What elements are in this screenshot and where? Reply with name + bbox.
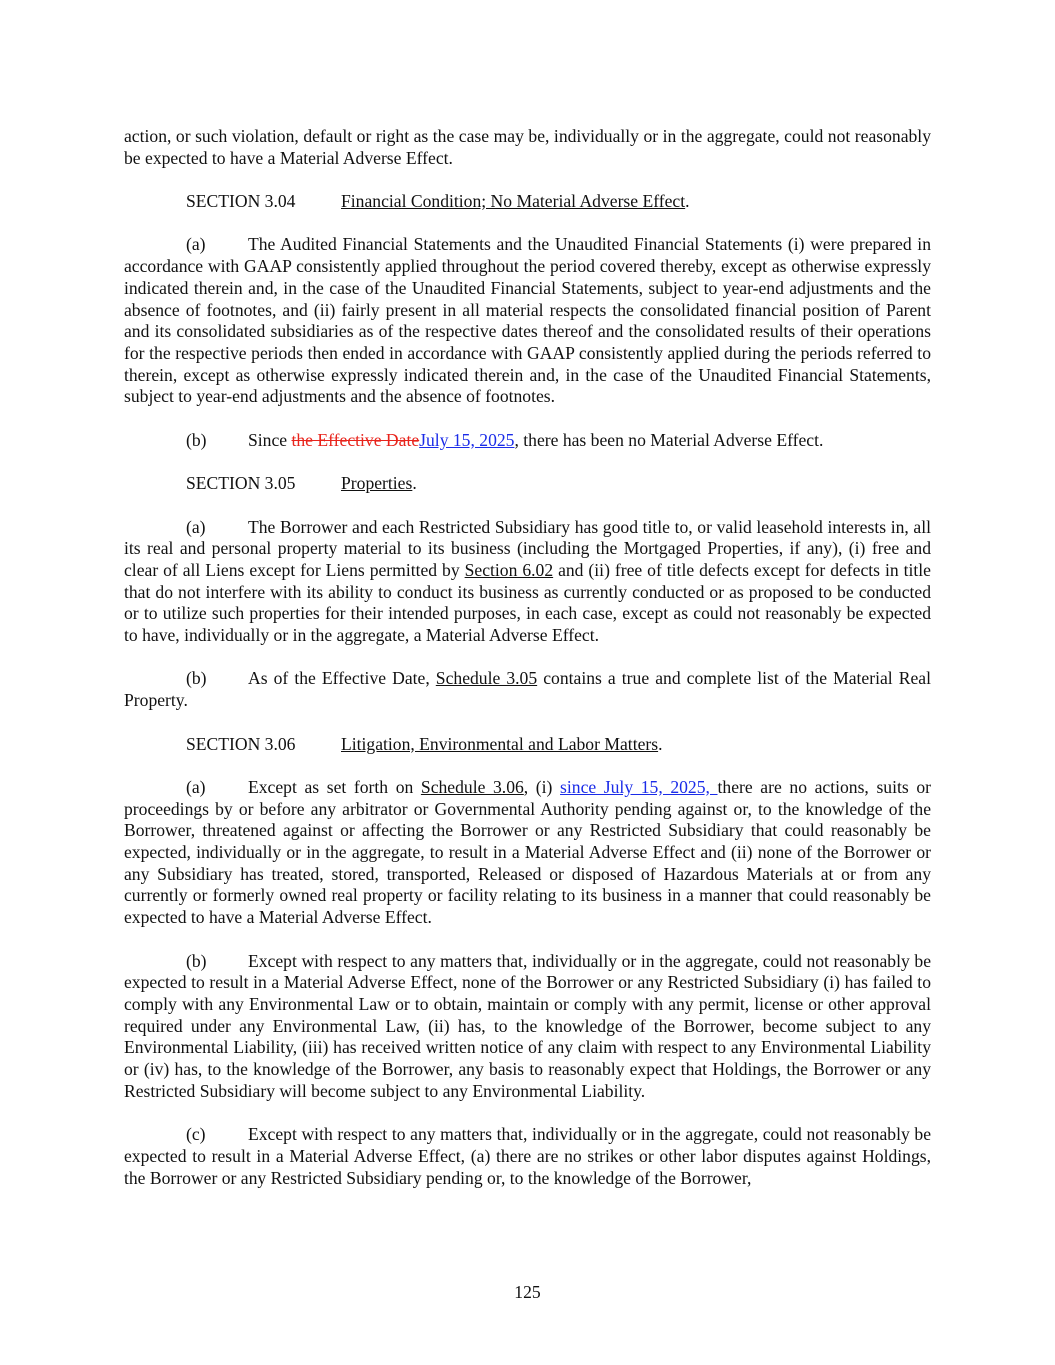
- clause-label: (a): [186, 776, 206, 797]
- clause-text: Since: [248, 429, 292, 450]
- clause-label: (a): [186, 234, 206, 255]
- section-3-06-c: [124, 1124, 931, 1189]
- clause-text: Except with respect to any matters that, individually or in the aggregate, could not reasonably be expected to result in a Material Adverse Effect, none of the Borrower or any Restricted Subsidiary (i) has failed to comply with any Environmental Law or to obtain, maintain or comply with any permit, license or other approval required under any Environmental Law, (ii) has, to the knowledge of the Borrower, become subject to any Environmental Liability, (iii) has received written notice of any claim with respect to any Environmental Liability or (iv) has, to the knowledge of the Borrower, any basis to reasonably expect that Holdings, the Borrower or any Restricted Subsidiary will become subject to any Environmental Liability.: [124, 950, 931, 1101]
- section-3-04-heading: SECTION 3.04 Financial Condition; No Material Adverse Effect.: [186, 191, 690, 212]
- document-page: [124, 126, 931, 1189]
- cross-reference: Section 6.02: [464, 559, 554, 580]
- clause-text: Except with respect to any matters that, individually or in the aggregate, could not reasonably be expected to result in a Material Adverse Effect, (a) there are no strikes or other labor disputes against Holdings, the Borrower or any Restricted Subsidiary pending or, to the knowledge of the Borrower,: [124, 1124, 931, 1188]
- clause-text-end: there are no actions, suits or proceedings by or before any arbitrator or Governmental Authority pending against or, to the knowledge of the Borrower, threatened against or affecting the Borrower or any Restricted Subsidiary that could reasonably be expected, individually or in the aggregate, to result in a Material Adverse Effect and (ii) none of the Borrower or any Subsidiary has treated, stored, transported, Released or disposed of Hazardous Materials at or from any currently or formerly owned real property or facility relating to its business in a manner that could reasonably be expected to have a Material Adverse Effect.: [124, 776, 931, 928]
- clause-text-end: , there has been no Material Adverse Effect.: [514, 429, 824, 450]
- clause-text-mid: , (i): [523, 776, 561, 797]
- deleted-text: the Effective Date: [291, 429, 420, 450]
- clause-label: (b): [186, 668, 207, 689]
- clause-label: (c): [186, 1124, 206, 1145]
- section-number: SECTION 3.04: [186, 191, 296, 212]
- continuation-paragraph: action, or such violation, default or right as the case may be, individually or in the aggregate, could not reasonably be expected to have a Material Adverse Effect.: [124, 126, 931, 168]
- inserted-text: July 15, 2025: [419, 429, 515, 450]
- section-3-04-b: [124, 430, 931, 452]
- inserted-text: since July 15, 2025,: [560, 776, 718, 797]
- clause-text-end: contains a true and complete list of the Material Real Property.: [124, 668, 931, 711]
- cross-reference: Schedule 3.06: [420, 776, 524, 797]
- section-title: Litigation, Environmental and Labor Matters: [341, 733, 659, 754]
- clause-text-end: and (ii) free of title defects except for defects in title that do not interfere with its ability to conduct its business as currently conducted or as proposed to be conducted or to utilize such properties for their intended purposes, in each case, except as could not reasonably be expected to have, individually or in the aggregate, a Material Adverse Effect.: [124, 559, 931, 646]
- clause-text: As of the Effective Date,: [248, 668, 436, 689]
- section-3-06-a: [124, 777, 931, 929]
- clause-label: (a): [186, 516, 206, 537]
- section-title: Properties: [341, 473, 413, 494]
- section-3-05-b: [124, 668, 931, 711]
- clause-text: The Borrower and each Restricted Subsidiary has good title to, or valid leasehold interests in, all its real and personal property material to its business (including the Mortgaged Properties, if any), (i) free and clear of all Liens except for Liens permitted by: [124, 516, 931, 580]
- section-3-05-a: [124, 517, 931, 647]
- page-number: 125: [514, 1282, 541, 1302]
- clause-label: (b): [186, 950, 207, 971]
- section-3-06-b: [124, 951, 931, 1103]
- section-3-05-heading: SECTION 3.05 Properties.: [186, 473, 417, 494]
- section-number: SECTION 3.06: [186, 733, 296, 754]
- clause-text: The Audited Financial Statements and the Unaudited Financial Statements (i) were prepared in accordance with GAAP consistently applied throughout the period covered thereby, except as otherwise expressly indicated therein and, in the case of the Unaudited Financial Statements, subject to year-end adjustments and the absence of footnotes, and (ii) fairly present in all material respects the consolidated financial position of Parent and its consolidated subsidiaries as of the respective dates thereof and the consolidated results of their operations for the respective periods then ended in accordance with GAAP consistently applied during the periods referred to therein, except as otherwise expressly indicated therein and, in the case of the Unaudited Financial Statements, subject to year-end adjustments and the absence of footnotes.: [124, 234, 931, 407]
- section-3-04-a: [124, 234, 931, 408]
- cross-reference: Schedule 3.05: [435, 668, 538, 689]
- clause-text: Except as set forth on: [248, 776, 421, 797]
- section-number: SECTION 3.05: [186, 473, 296, 494]
- section-title: Financial Condition; No Material Adverse Effect: [341, 191, 686, 212]
- clause-label: (b): [186, 429, 207, 450]
- section-3-06-heading: SECTION 3.06 Litigation, Environmental and Labor Matters.: [186, 733, 663, 754]
